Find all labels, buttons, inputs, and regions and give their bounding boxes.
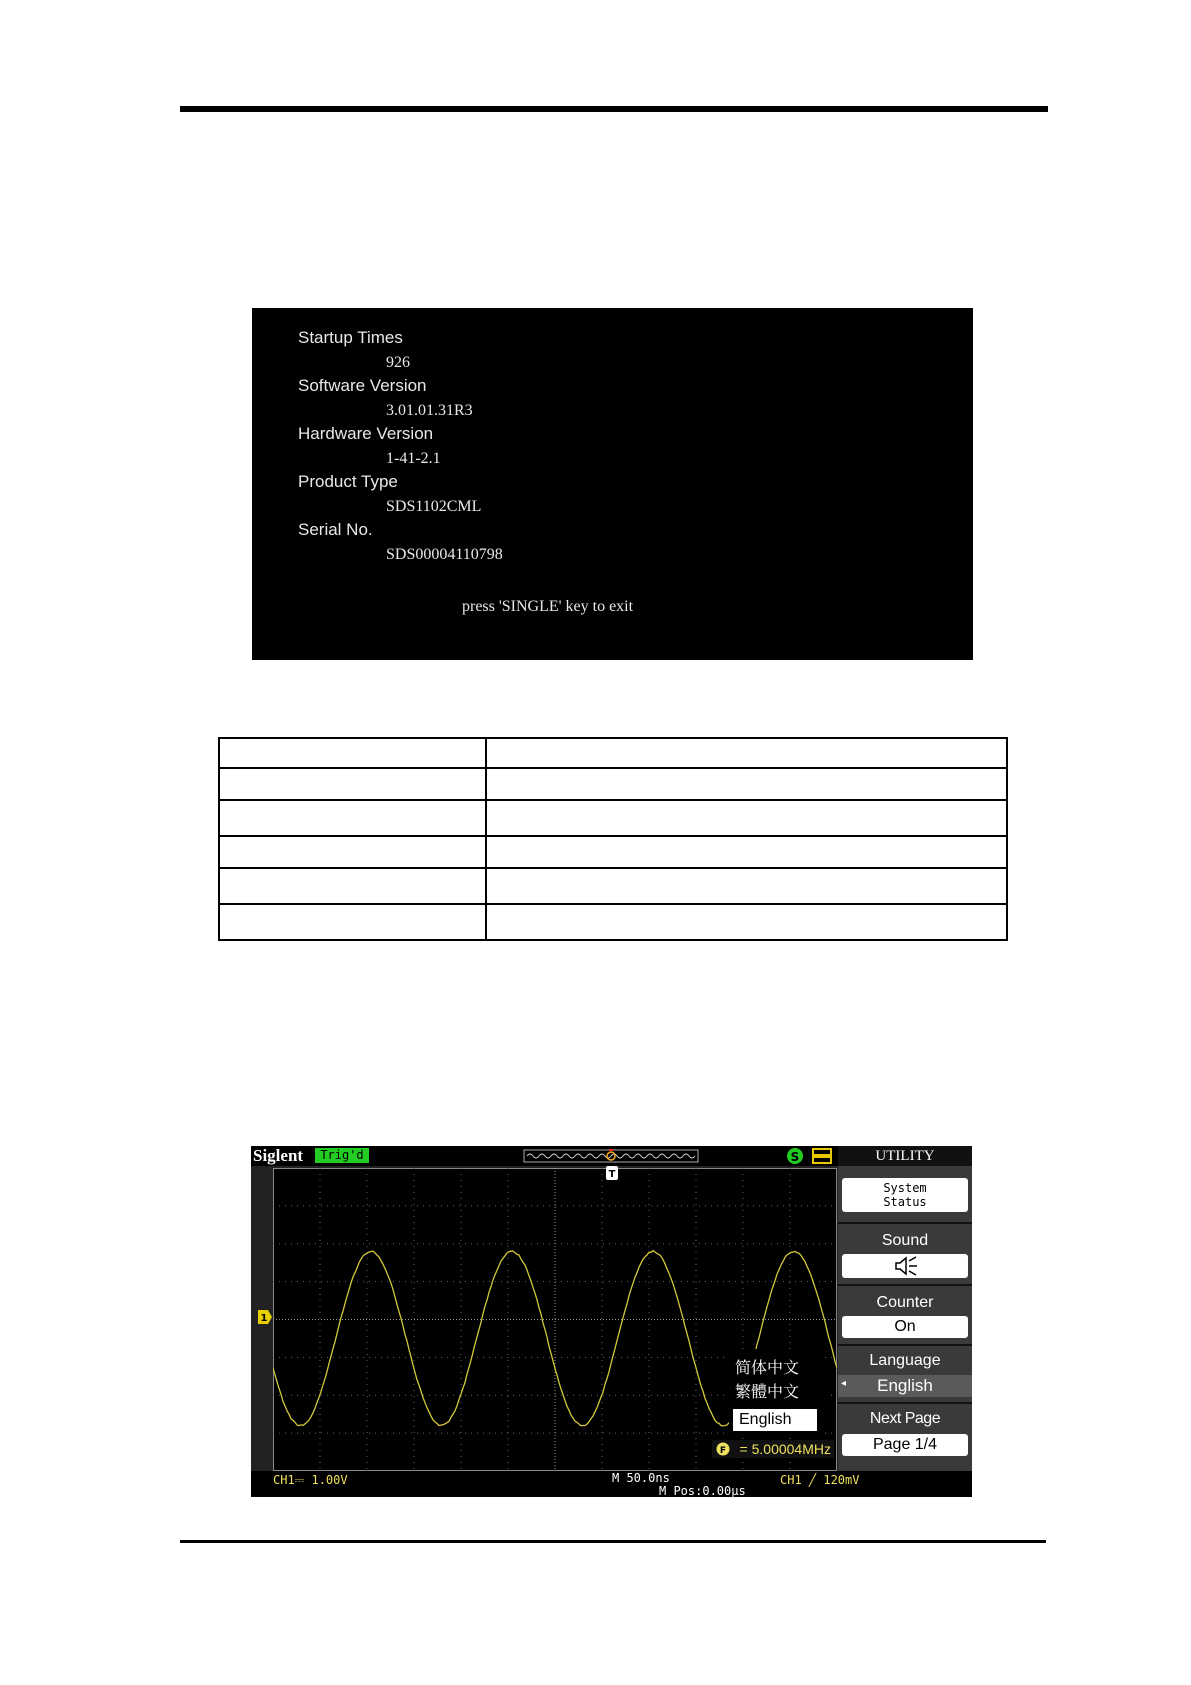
- language-option[interactable]: 繁體中文: [735, 1382, 800, 1401]
- table-row: [219, 800, 1007, 836]
- ch1-scale: CH1⎓ 1.00V: [273, 1473, 348, 1487]
- svg-text:T: T: [608, 1169, 616, 1180]
- table-cell: [219, 768, 486, 800]
- scope-status-bar: [251, 1471, 972, 1497]
- trigger-status-badge: Trig'd: [315, 1148, 369, 1163]
- svg-text:1: 1: [260, 1313, 268, 1324]
- table-cell: [219, 904, 486, 940]
- serial-no-value: SDS00004110798: [386, 546, 503, 563]
- product-type-value: SDS1102CML: [386, 498, 482, 515]
- language-label: Language: [869, 1352, 941, 1369]
- table-row: [219, 768, 1007, 800]
- svg-text:F: F: [719, 1446, 727, 1456]
- scope-top-bar: [251, 1146, 972, 1166]
- system-status-softkey[interactable]: System Status: [842, 1178, 968, 1212]
- table-cell: [486, 868, 1007, 904]
- counter-softkey[interactable]: On: [842, 1316, 968, 1338]
- oscilloscope-screen: [251, 1146, 972, 1497]
- table-cell: [219, 800, 486, 836]
- table-cell: [486, 904, 1007, 940]
- softkey-divider: [838, 1222, 972, 1224]
- svg-text:S: S: [790, 1150, 800, 1164]
- brand-logo: Siglent: [253, 1146, 304, 1165]
- hardware-version-label: Hardware Version: [298, 424, 434, 443]
- exit-hint: press 'SINGLE' key to exit: [462, 598, 634, 615]
- speaker-icon: [890, 1255, 920, 1277]
- channel1-ground-marker-icon: [257, 1309, 273, 1325]
- language-popup: [729, 1349, 823, 1435]
- table-cell: [219, 868, 486, 904]
- trigger-position-icon: [606, 1166, 618, 1180]
- caret-left-icon: ◂: [841, 1378, 847, 1389]
- printer-icon: [811, 1147, 833, 1165]
- memory-depth-bar: [523, 1149, 699, 1163]
- counter-icon: [716, 1442, 730, 1456]
- serial-no-label: Serial No.: [298, 520, 373, 539]
- sound-softkey[interactable]: [842, 1254, 968, 1278]
- table-row: [219, 868, 1007, 904]
- menu-title: UTILITY: [838, 1146, 972, 1166]
- language-option-selected[interactable]: English: [733, 1409, 817, 1431]
- softkey-divider: [838, 1344, 972, 1346]
- language-softkey[interactable]: [838, 1375, 972, 1397]
- language-option[interactable]: 简体中文: [735, 1358, 800, 1377]
- hardware-version-value: 1-41-2.1: [386, 450, 441, 467]
- table-row: [219, 738, 1007, 768]
- startup-times-label: Startup Times: [298, 328, 403, 347]
- softkey-divider: [838, 1402, 972, 1404]
- counter-label: Counter: [876, 1294, 934, 1311]
- frequency-counter-readout: [712, 1440, 834, 1458]
- table-cell: [219, 738, 486, 768]
- softkey-menu: [838, 1166, 972, 1471]
- software-version-value: 3.01.01.31R3: [386, 402, 473, 419]
- softkey-divider: [838, 1284, 972, 1286]
- timebase: M 50.0ns: [612, 1471, 670, 1485]
- sound-label: Sound: [881, 1232, 929, 1249]
- language-value: English: [877, 1376, 933, 1395]
- table-cell: [486, 800, 1007, 836]
- system-status-screen: [252, 308, 973, 660]
- table-cell: [486, 836, 1007, 868]
- product-type-label: Product Type: [298, 472, 398, 491]
- next-page-softkey[interactable]: Page 1/4: [842, 1434, 968, 1456]
- next-page-label: Next Page: [869, 1410, 941, 1427]
- header-rule: [180, 106, 1048, 112]
- startup-times-value: 926: [386, 354, 410, 371]
- table-cell: [486, 738, 1007, 768]
- blank-table: [218, 737, 1008, 941]
- table-row: [219, 904, 1007, 940]
- frequency-value: = 5.00004MHz: [739, 1441, 831, 1457]
- table-cell: [486, 768, 1007, 800]
- popup-pointer-icon: [823, 1384, 833, 1400]
- software-version-label: Software Version: [298, 376, 427, 395]
- trigger-info: CH1 ╱ 120mV: [780, 1473, 860, 1487]
- table-cell: [219, 836, 486, 868]
- table-row: [219, 836, 1007, 868]
- footer-rule: [180, 1540, 1046, 1543]
- usb-icon: [784, 1147, 806, 1165]
- horizontal-position: M Pos:0.00μs: [659, 1484, 746, 1497]
